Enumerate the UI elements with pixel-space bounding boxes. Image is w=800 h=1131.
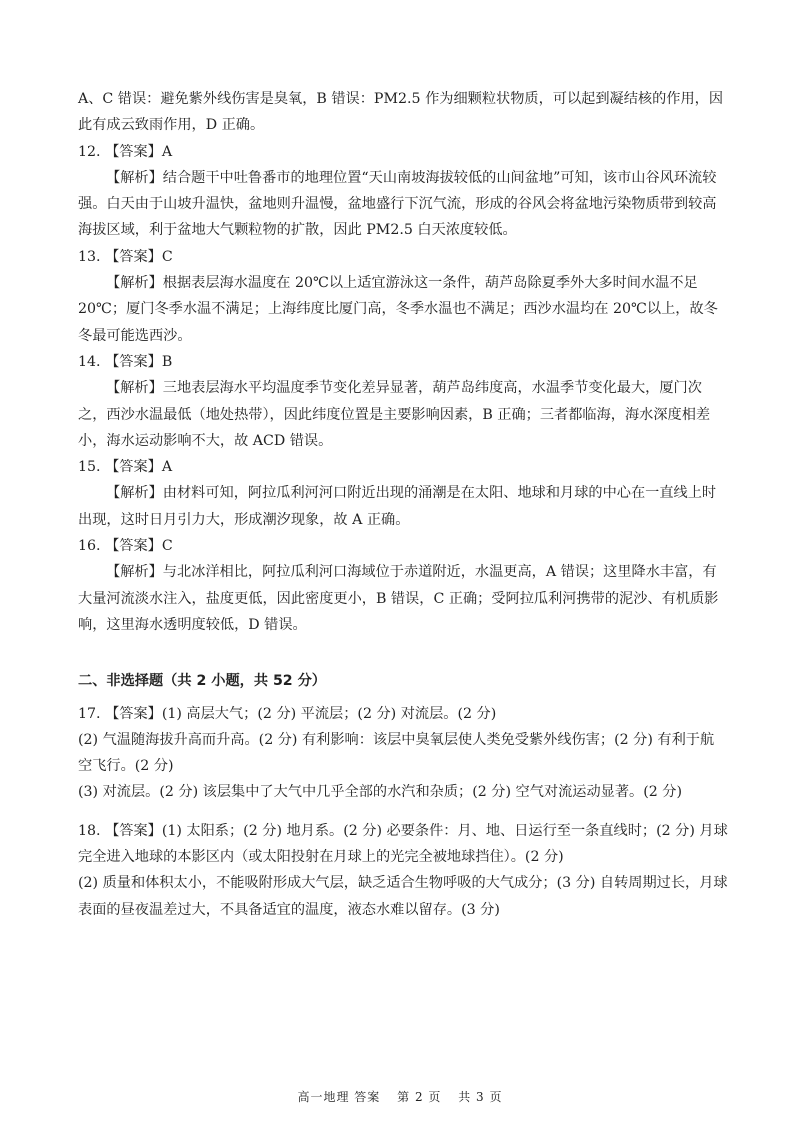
q13-explanation: 【解析】根据表层海水温度在 20℃以上适宜游泳这一条件，葫芦岛除夏季外大多时间水温不足 20℃；厦门冬季水温不满足；上海纬度比厦门高，冬季水温也不满足；西沙水温均在 20℃以上，故冬冬最可能选西沙。 [78, 275, 718, 344]
footer-subject: 高一地理 答案 [297, 1090, 381, 1104]
answer-page-body [78, 86, 728, 923]
page-footer [0, 1088, 800, 1105]
q18-part1: 18. 【答案】(1) 太阳系；(2 分) 地月系。(2 分) 必要条件：月、地、日运行至一条直线时；(2 分) 月球完全进入地球的本影区内（或太阳投射在月球上的光完全被地球挡住）。(2 分) [78, 822, 728, 866]
q15-explanation: 【解析】由材料可知，阿拉瓜利河河口附近出现的涌潮是在太阳、地球和月球的中心在一直线上时出现，这时日月引力大，形成潮汐现象，故 A 正确。 [78, 485, 717, 528]
q18-part2: (2) 质量和体积太小，不能吸附形成大气层，缺乏适合生物呼吸的大气成分；(3 分) 自转周期过长，月球表面的昼夜温差过大，不具备适宜的温度，液态水难以留存。(3 分) [78, 875, 728, 918]
footer-total-pages: 共 3 页 [458, 1090, 503, 1104]
section-heading: 二、非选择题（共 2 小题，共 52 分） [78, 673, 326, 690]
q16-explanation: 【解析】与北冰洋相比，阿拉瓜利河口海域位于赤道附近，水温更高，A 错误；这里降水丰富，有大量河流淡水注入，盐度更低，因此密度更小，B 错误，C 正确；受阿拉瓜利河携带的泥沙、有机质影响，这里海水透明度较低，D 错误。 [78, 564, 719, 633]
answer-line: A、C 错误：避免紫外线伤害是臭氧，B 错误：PM2.5 作为细颗粒状物质，可以起到凝结核的作用，因此有成云致雨作用，D 正确。 [78, 91, 724, 134]
q14-answer: 14. 【答案】B [78, 353, 173, 370]
q12-explanation: 【解析】结合题干中吐鲁番市的地理位置“天山南坡海拔较低的山间盆地”可知，该市山谷风环流较强。白天由于山坡升温快，盆地则升温慢，盆地盛行下沉气流，形成的谷风会将盆地污染物质带到较高海拔区域，利于盆地大气颗粒物的扩散，因此 PM2.5 白天浓度较低。 [78, 169, 717, 239]
spacer [78, 806, 728, 818]
q15-answer: 15. 【答案】A [78, 459, 173, 476]
q17-part2: (2) 气温随海拔升高而升高。(2 分) 有利影响：该层中臭氧层使人类免受紫外线伤害；(2 分) 有利于航空飞行。(2 分) [78, 731, 715, 775]
q13-answer: 13. 【答案】C [78, 248, 173, 265]
q16-answer: 16. 【答案】C [78, 538, 173, 555]
q14-explanation: 【解析】三地表层海水平均温度季节变化差异显著，葫芦岛纬度高，水温季节变化最大，厦门次之，西沙水温最低（地处热带），因此纬度位置是主要影响因素，B 正确；三者都临海，海水深度相差小，海水运动影响不大，故 ACD 错误。 [78, 380, 711, 449]
q12-answer: 12. 【答案】A [78, 143, 173, 160]
q17-part3: (3) 对流层。(2 分) 该层集中了大气中几乎全部的水汽和杂质；(2 分) 空气对流运动显著。(2 分) [78, 784, 683, 801]
footer-page-number: 第 2 页 [397, 1090, 442, 1104]
q17-part1: 17. 【答案】(1) 高层大气；(2 分) 平流层；(2 分) 对流层。(2 分) [78, 705, 497, 722]
